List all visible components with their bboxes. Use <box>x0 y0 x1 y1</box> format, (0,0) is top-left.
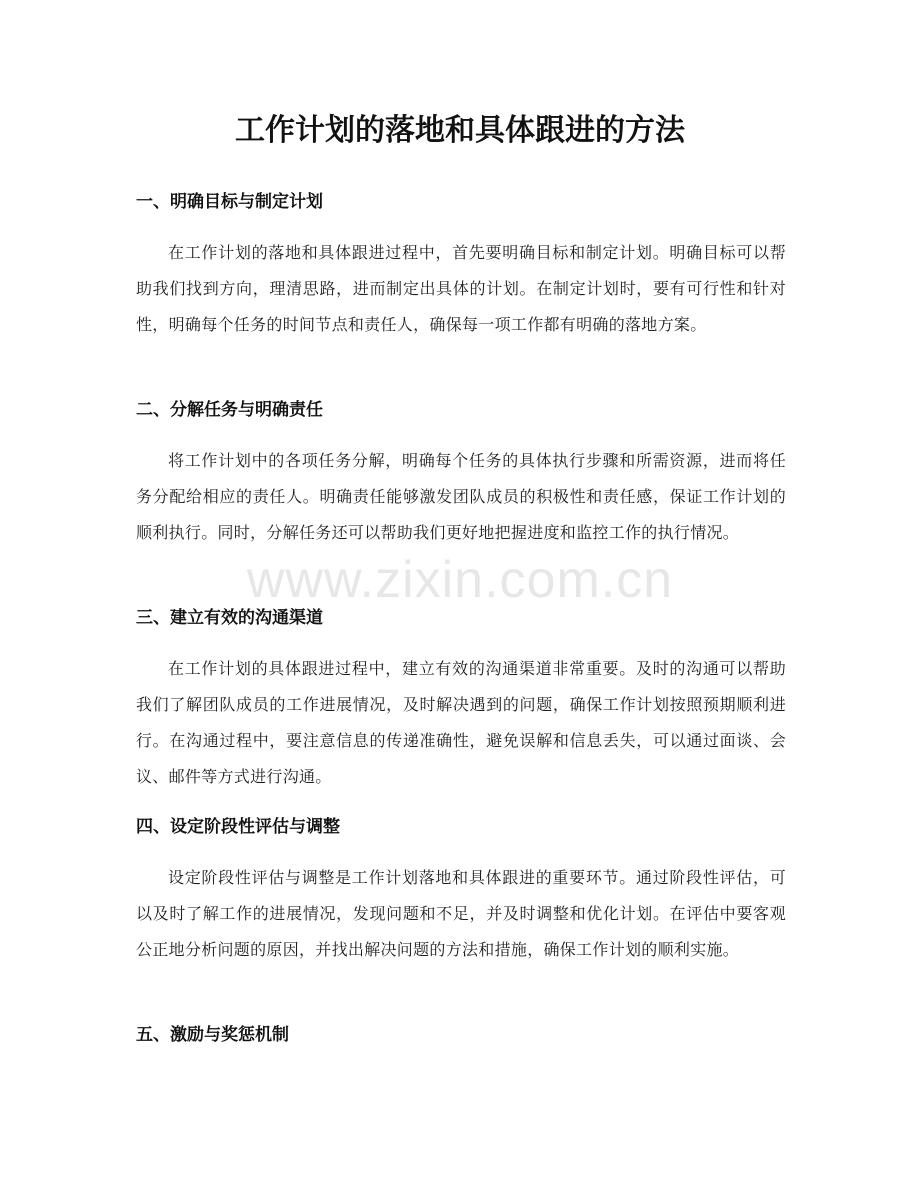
section-heading-3: 三、建立有效的沟通渠道 <box>136 608 323 628</box>
section-paragraph-3: 在工作计划的具体跟进过程中，建立有效的沟通渠道非常重要。及时的沟通可以帮助我们了解团队成员的工作进展情况，及时解决遇到的问题，确保工作计划按照预期顺利进行。在沟通过程中，要注意信息的传递准确性，避免误解和信息丢失，可以通过面谈、会议、邮件等方式进行沟通。 <box>136 659 786 786</box>
section-paragraph-1: 在工作计划的落地和具体跟进过程中，首先要明确目标和制定计划。明确目标可以帮助我们找到方向，理清思路，进而制定出具体的计划。在制定计划时，要有可行性和针对性，明确每个任务的时间节点和责任人，确保每一项工作都有明确的落地方案。 <box>136 243 786 334</box>
page-title: 工作计划的落地和具体跟进的方法 <box>235 113 685 148</box>
section-heading-1: 一、明确目标与制定计划 <box>136 192 323 212</box>
section-heading-2: 二、分解任务与明确责任 <box>136 400 323 420</box>
section-heading-5: 五、激励与奖惩机制 <box>136 1025 289 1045</box>
section-heading-4: 四、设定阶段性评估与调整 <box>136 817 340 837</box>
watermark: www.zixin.com.cn <box>246 551 674 609</box>
section-paragraph-2: 将工作计划中的各项任务分解，明确每个任务的具体执行步骤和所需资源，进而将任务分配给相应的责任人。明确责任能够激发团队成员的积极性和责任感，保证工作计划的顺利执行。同时，分解任务还可以帮助我们更好地把握进度和监控工作的执行情况。 <box>136 451 786 542</box>
section-paragraph-4: 设定阶段性评估与调整是工作计划落地和具体跟进的重要环节。通过阶段性评估，可以及时了解工作的进展情况，发现问题和不足，并及时调整和优化计划。在评估中要客观公正地分析问题的原因，并找出解决问题的方法和措施，确保工作计划的顺利实施。 <box>136 868 786 959</box>
